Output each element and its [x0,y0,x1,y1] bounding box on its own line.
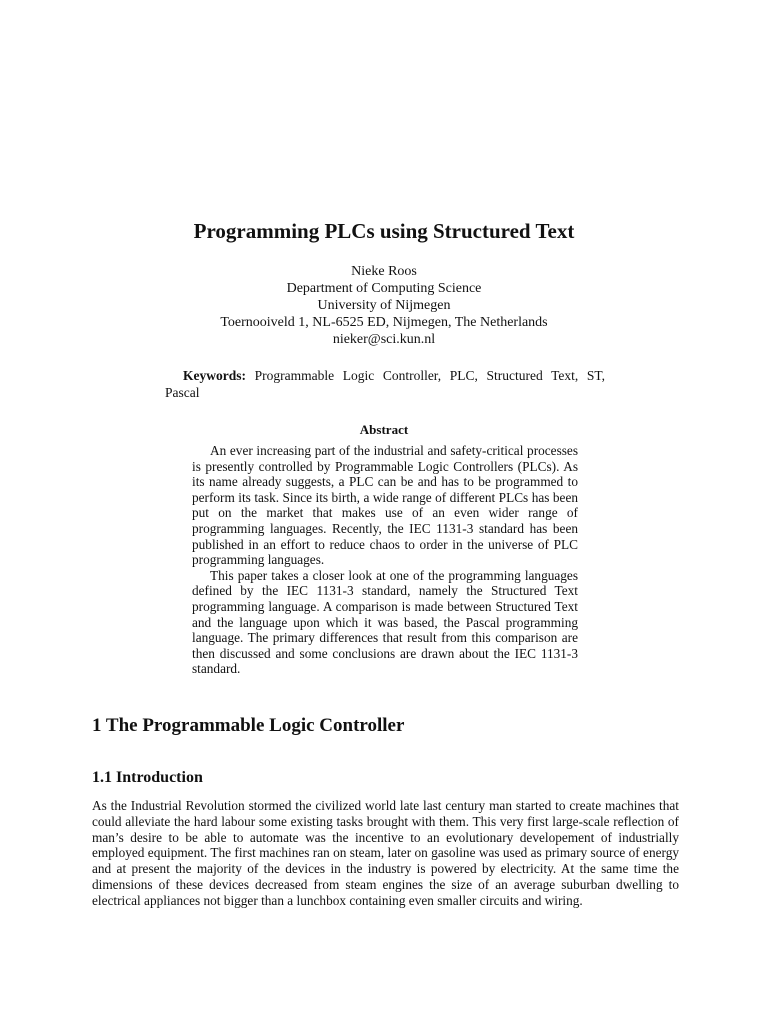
section-heading: 1 The Programmable Logic Controller [92,715,405,736]
author-university: University of Nijmegen [317,298,451,313]
abstract-heading: Abstract [359,422,409,437]
abstract-paragraph: An ever increasing part of the industrial and safety-critical processes is presently controlled by Programmable Logic Controllers (PLCs). As its name already suggests, a PLC can be and has to be programmed to perform its task. Since its birth, a wide range of different PLCs has been put on the market that makes use of an even wider range of programming languages. Recently, the IEC 1131-3 standard has been published in an effort to reduce chaos to order in the universe of PLC programming languages. [192,443,578,568]
keywords-text: Programmable Logic Controller, PLC, Structured Text, ST, Pascal [165,368,606,400]
body-paragraph: As the Industrial Revolution stormed the civilized world late last century man started to create machines that could alleviate the hard labour some existing tasks brought with them. This very first large-scale reflection of man’s desire to be able to automate was the incentive to an evolutionary developement of industrially employed equipment. The first machines ran on steam, later on gasoline was used as primary source of energy and at present the majority of the devices in the industry is powered by electricity. At the same time the dimensions of these devices decreased from steam engines the size of an average suburban dwelling to electrical appliances not bigger than a lunchbox containing even smaller circuits and wiring. [92,798,679,908]
abstract-paragraph: This paper takes a closer look at one of the programming languages defined by the IEC 1131-3 standard, namely the Structured Text programming language. A comparison is made between Structured Text and the language upon which it was based, the Pascal programming language. The primary differences that result from this comparison are then discussed and some conclusions are drawn about the IEC 1131-3 standard. [192,567,578,677]
author-address: Toernooiveld 1, NL-6525 ED, Nijmegen, The Netherlands [220,315,548,330]
keywords [165,368,605,401]
author-department: Department of Computing Science [286,281,482,296]
paper-title: Programming PLCs using Structured Text [193,219,575,243]
subsection-heading: 1.1 Introduction [92,769,203,786]
author-email: nieker@sci.kun.nl [332,332,436,347]
keywords-label: Keywords: [183,368,246,383]
author-block [0,263,768,348]
author-name: Nieke Roos [351,264,417,279]
abstract-body [192,443,578,677]
